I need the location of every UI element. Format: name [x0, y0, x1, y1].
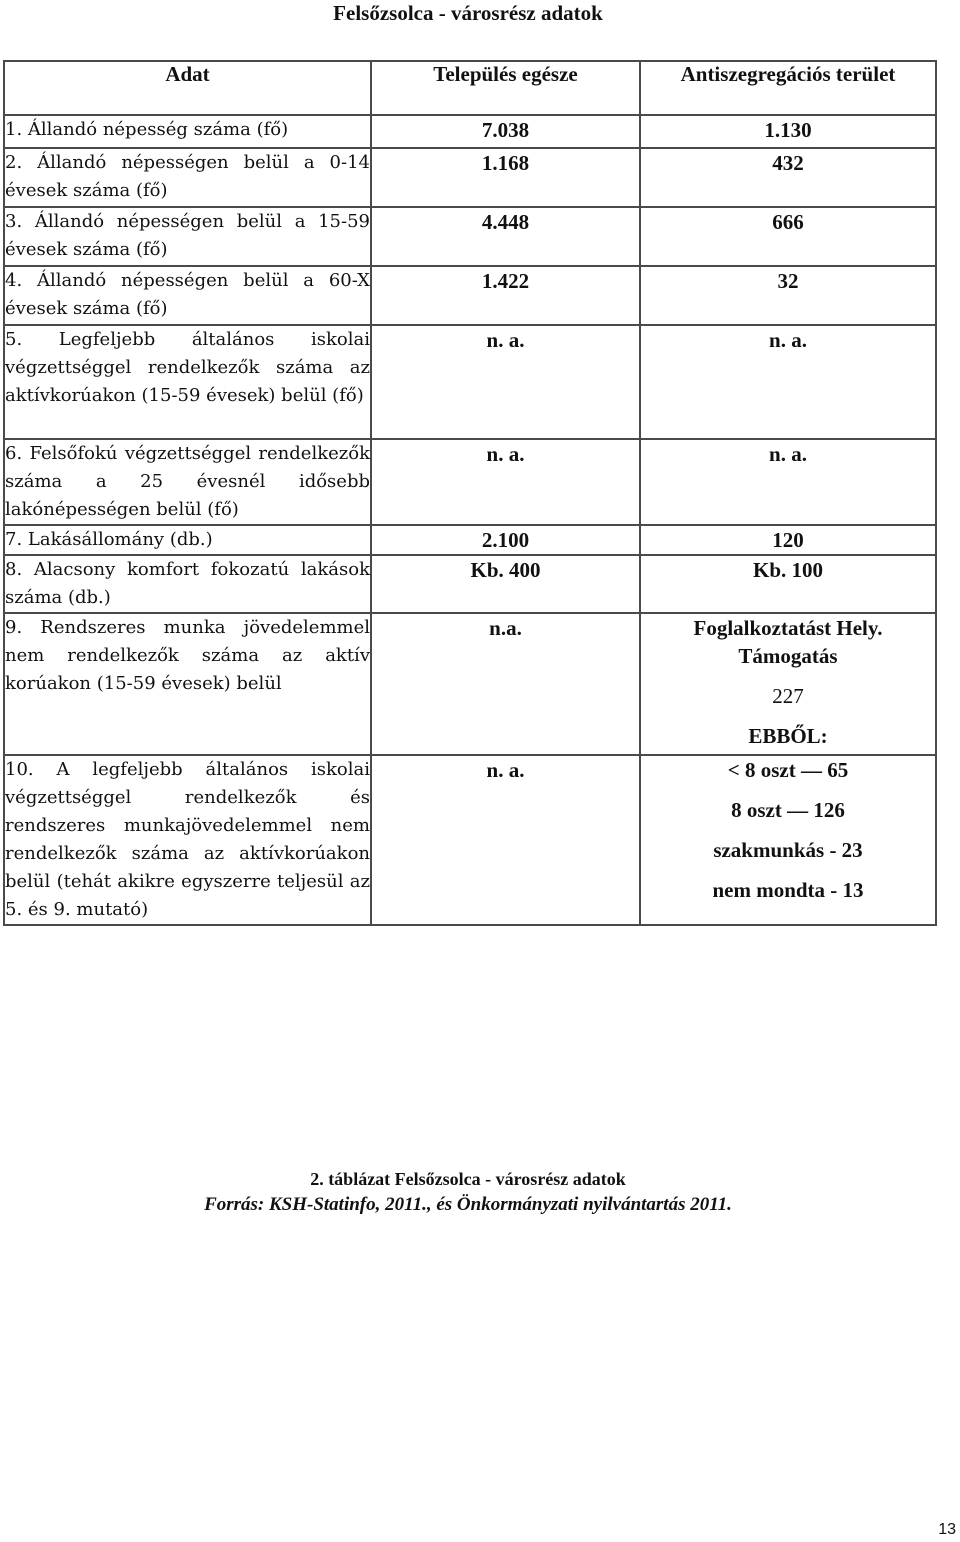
row-value-total: n. a.: [371, 755, 640, 925]
area-line: nem mondta - 13: [712, 878, 864, 902]
caption-title: 2. táblázat Felsőzsolca - városrész adatok: [310, 1169, 626, 1189]
table-row: [4, 325, 936, 439]
row-value-total: 1.422: [371, 266, 640, 325]
table-row: [4, 148, 936, 207]
caption-source: Forrás: KSH-Statinfo, 2011., és Önkormányzati nyilvántartás 2011.: [204, 1194, 732, 1215]
area-line: 8 oszt — 126: [731, 798, 845, 822]
row-value-area-stack: [640, 613, 936, 755]
table-row: [4, 555, 936, 613]
row-label: 7. Lakásállomány (db.): [4, 525, 371, 555]
row-label: 8. Alacsony komfort fokozatú lakások száma (db.): [4, 555, 371, 613]
area-line: EBBŐL:: [748, 724, 828, 748]
row-value-area: n. a.: [640, 439, 936, 525]
area-line: Foglalkoztatást Hely.: [693, 616, 883, 640]
area-line: < 8 oszt — 65: [727, 758, 849, 782]
table-row: [4, 613, 936, 755]
row-value-area: n. a.: [640, 325, 936, 439]
table-row: [4, 525, 936, 555]
area-line: szakmunkás - 23: [713, 838, 863, 862]
area-line: 227: [772, 684, 804, 708]
row-label: 6. Felsőfokú végzettséggel rendelkezők száma a 25 évesnél idősebb lakónépességen belül (fő): [4, 439, 371, 525]
area-line: Támogatás: [738, 644, 838, 668]
row-value-total: 2.100: [371, 525, 640, 555]
table-caption: [0, 1166, 936, 1218]
row-label: 3. Állandó népességen belül a 15-59 évesek száma (fő): [4, 207, 371, 266]
row-value-total: 4.448: [371, 207, 640, 266]
row-label: 10. A legfeljebb általános iskolai végzettséggel rendelkezők és rendszeres munkajövedelemmel nem rendelkezők száma az aktívkorúakon belül (tehát akikre egyszerre teljesül az 5. és 9. mutató): [4, 755, 371, 925]
row-value-area: 1.130: [640, 115, 936, 148]
row-value-area: 666: [640, 207, 936, 266]
column-header-antiszegregacios: Antiszegregációs terület: [640, 61, 936, 115]
table-row: [4, 207, 936, 266]
row-value-area: 120: [640, 525, 936, 555]
table-row: [4, 439, 936, 525]
row-value-area-stack: [640, 755, 936, 925]
column-header-telepules: Település egésze: [371, 61, 640, 115]
row-value-area: 432: [640, 148, 936, 207]
row-value-total: 7.038: [371, 115, 640, 148]
table-row: [4, 115, 936, 148]
row-label: 4. Állandó népességen belül a 60-X évesek száma (fő): [4, 266, 371, 325]
table-header-row: [4, 61, 936, 115]
page-number: 13: [938, 1521, 956, 1538]
row-label: 1. Állandó népesség száma (fő): [4, 115, 371, 148]
table-row: [4, 266, 936, 325]
table-row: [4, 755, 936, 925]
row-label: 2. Állandó népességen belül a 0-14 évesek száma (fő): [4, 148, 371, 207]
row-value-total: Kb. 400: [371, 555, 640, 613]
row-value-area: Kb. 100: [640, 555, 936, 613]
row-value-area: 32: [640, 266, 936, 325]
row-label: 9. Rendszeres munka jövedelemmel nem rendelkezők száma az aktív korúakon (15-59 évesek) belül: [4, 613, 371, 755]
column-header-adat: Adat: [4, 61, 371, 115]
page-title: Felsőzsolca - városrész adatok: [333, 1, 603, 25]
row-label: 5. Legfeljebb általános iskolai végzettséggel rendelkezők száma az aktívkorúakon (15-59 évesek) belül (fő): [4, 325, 371, 439]
row-value-total: n. a.: [371, 325, 640, 439]
data-table: [3, 60, 937, 926]
row-value-total: 1.168: [371, 148, 640, 207]
row-value-total: n. a.: [371, 439, 640, 525]
row-value-total: n.a.: [371, 613, 640, 755]
